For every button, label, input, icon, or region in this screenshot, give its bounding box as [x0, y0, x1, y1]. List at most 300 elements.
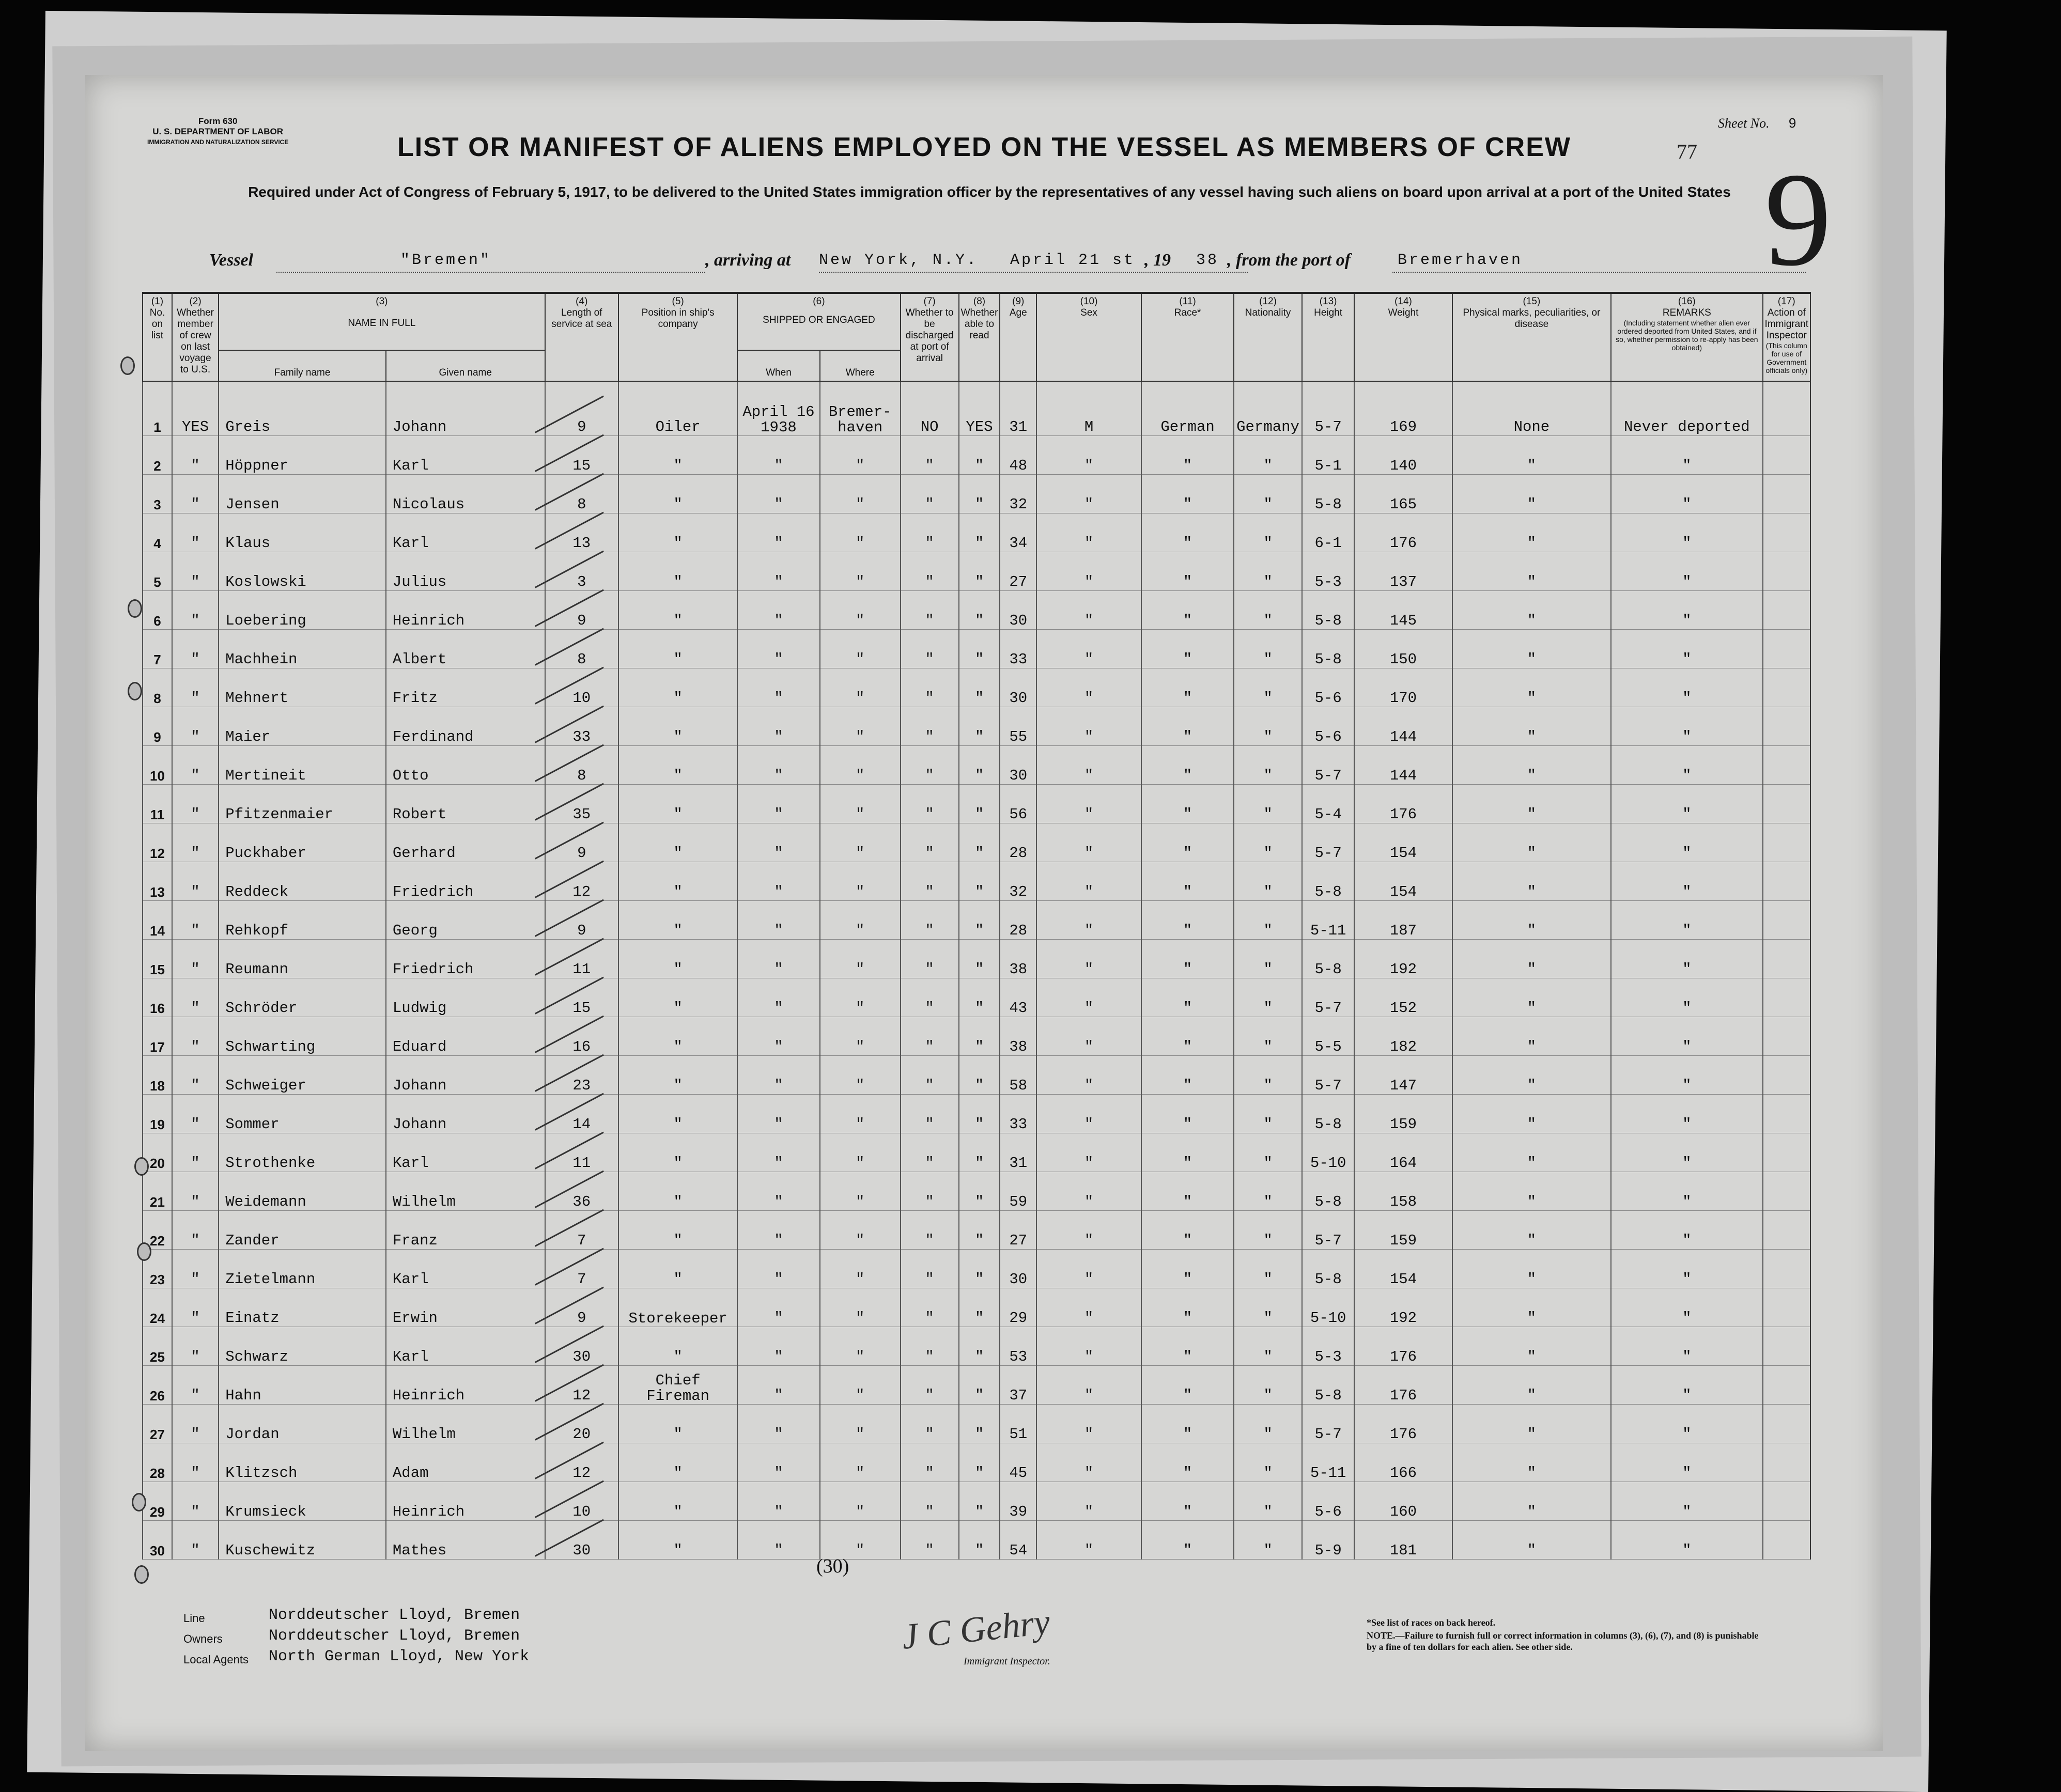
physical-marks-cell: " — [1452, 1133, 1611, 1172]
col-header-sex: (10) Sex — [1036, 293, 1141, 381]
position-cell: " — [618, 978, 737, 1017]
family-name-cell: Einatz — [219, 1288, 386, 1327]
able-to-read-cell: " — [959, 1405, 1000, 1443]
table-row — [143, 1288, 1810, 1327]
sex-cell: " — [1036, 1133, 1141, 1172]
nationality-cell: " — [1234, 1521, 1302, 1560]
row-number-cell: 19 — [143, 1095, 172, 1133]
sex-cell: " — [1036, 1482, 1141, 1521]
position-cell: Oiler — [618, 381, 737, 436]
remarks-cell: " — [1611, 901, 1762, 940]
physical-marks-cell: " — [1452, 862, 1611, 901]
service-years-cell: 12 — [545, 1366, 619, 1405]
last-voyage-cell: " — [172, 552, 219, 591]
row-number-cell: 13 — [143, 862, 172, 901]
able-to-read-cell: " — [959, 436, 1000, 475]
able-to-read-cell: " — [959, 1211, 1000, 1250]
service-years-cell: 9 — [545, 901, 619, 940]
able-to-read-cell: " — [959, 591, 1000, 630]
height-cell: 5-8 — [1302, 591, 1354, 630]
age-cell: 32 — [1000, 862, 1036, 901]
shipped-when-cell: " — [737, 940, 820, 978]
able-to-read-cell: " — [959, 1521, 1000, 1560]
row-number-cell: 11 — [143, 785, 172, 823]
to-be-discharged-cell: " — [901, 1443, 959, 1482]
race-cell: " — [1141, 1095, 1234, 1133]
last-voyage-cell: " — [172, 436, 219, 475]
able-to-read-cell: " — [959, 978, 1000, 1017]
shipped-when-cell: " — [737, 513, 820, 552]
height-cell: 5-11 — [1302, 1443, 1354, 1482]
nationality-cell: " — [1234, 978, 1302, 1017]
remarks-cell: " — [1611, 1482, 1762, 1521]
sex-cell: " — [1036, 436, 1141, 475]
age-cell: 38 — [1000, 1017, 1036, 1056]
family-name-cell: Mehnert — [219, 668, 386, 707]
shipped-when-cell: " — [737, 1211, 820, 1250]
last-voyage-cell: " — [172, 978, 219, 1017]
weight-cell: 170 — [1354, 668, 1452, 707]
family-name-cell: Schwarz — [219, 1327, 386, 1366]
service-years-cell: 15 — [545, 436, 619, 475]
inspector-action-cell — [1763, 785, 1810, 823]
family-name-cell: Höppner — [219, 436, 386, 475]
service-years-cell: 9 — [545, 381, 619, 436]
remarks-cell: " — [1611, 1366, 1762, 1405]
inspector-action-cell — [1763, 1521, 1810, 1560]
given-name-cell: Robert — [386, 785, 545, 823]
inspector-action-cell — [1763, 381, 1810, 436]
table-row — [143, 940, 1810, 978]
family-name-cell: Sommer — [219, 1095, 386, 1133]
table-row — [143, 746, 1810, 785]
to-be-discharged-cell: " — [901, 630, 959, 668]
arrival-port: New York, N.Y. — [819, 252, 979, 269]
shipped-when-cell: " — [737, 1521, 820, 1560]
weight-cell: 192 — [1354, 1288, 1452, 1327]
remarks-cell: Never deported — [1611, 381, 1762, 436]
shipped-when-cell: " — [737, 1405, 820, 1443]
shipped-where-cell: " — [820, 940, 901, 978]
position-cell: " — [618, 862, 737, 901]
weight-cell: 187 — [1354, 901, 1452, 940]
position-cell: " — [618, 1211, 737, 1250]
col-header-action: (17) Action of Immigrant Inspector (This column for use of Government officials only) — [1763, 293, 1810, 381]
physical-marks-cell: " — [1452, 1017, 1611, 1056]
sex-cell: " — [1036, 1250, 1141, 1288]
remarks-cell: " — [1611, 1443, 1762, 1482]
age-cell: 33 — [1000, 630, 1036, 668]
physical-marks-cell: " — [1452, 1521, 1611, 1560]
remarks-cell: " — [1611, 1521, 1762, 1560]
nationality-cell: " — [1234, 630, 1302, 668]
shipped-where-cell: " — [820, 707, 901, 746]
last-voyage-cell: " — [172, 785, 219, 823]
row-number-cell: 4 — [143, 513, 172, 552]
position-cell: " — [618, 746, 737, 785]
to-be-discharged-cell: " — [901, 668, 959, 707]
race-cell: " — [1141, 436, 1234, 475]
sex-cell: " — [1036, 1056, 1141, 1095]
row-number-cell: 25 — [143, 1327, 172, 1366]
service-years-cell: 30 — [545, 1327, 619, 1366]
weight-cell: 154 — [1354, 1250, 1452, 1288]
able-to-read-cell: " — [959, 630, 1000, 668]
race-cell: " — [1141, 630, 1234, 668]
position-cell: " — [618, 1443, 737, 1482]
table-row — [143, 901, 1810, 940]
nationality-cell: " — [1234, 823, 1302, 862]
binder-hole — [132, 1493, 146, 1511]
shipped-where-cell: " — [820, 1056, 901, 1095]
inspector-action-cell — [1763, 1211, 1810, 1250]
race-cell: " — [1141, 746, 1234, 785]
to-be-discharged-cell: " — [901, 862, 959, 901]
physical-marks-cell: " — [1452, 1443, 1611, 1482]
remarks-cell: " — [1611, 707, 1762, 746]
given-name-cell: Otto — [386, 746, 545, 785]
service-years-cell: 20 — [545, 1405, 619, 1443]
race-cell: " — [1141, 862, 1234, 901]
inspector-action-cell — [1763, 940, 1810, 978]
service-years-cell: 9 — [545, 1288, 619, 1327]
sex-cell: " — [1036, 668, 1141, 707]
nationality-cell: " — [1234, 940, 1302, 978]
shipped-where-cell: " — [820, 513, 901, 552]
nationality-cell: " — [1234, 1405, 1302, 1443]
remarks-cell: " — [1611, 862, 1762, 901]
physical-marks-cell: " — [1452, 1288, 1611, 1327]
shipped-where-cell: " — [820, 1288, 901, 1327]
given-name-cell: Mathes — [386, 1521, 545, 1560]
position-cell: " — [618, 1327, 737, 1366]
height-cell: 5-8 — [1302, 1172, 1354, 1211]
physical-marks-cell: " — [1452, 1482, 1611, 1521]
nationality-cell: " — [1234, 1250, 1302, 1288]
family-name-cell: Weidemann — [219, 1172, 386, 1211]
remarks-cell: " — [1611, 513, 1762, 552]
service-years-cell: 23 — [545, 1056, 619, 1095]
able-to-read-cell: " — [959, 1288, 1000, 1327]
row-number-cell: 12 — [143, 823, 172, 862]
remarks-cell: " — [1611, 823, 1762, 862]
position-cell: " — [618, 707, 737, 746]
position-cell: " — [618, 1521, 737, 1560]
weight-cell: 176 — [1354, 785, 1452, 823]
to-be-discharged-cell: " — [901, 1095, 959, 1133]
remarks-cell: " — [1611, 785, 1762, 823]
remarks-cell: " — [1611, 552, 1762, 591]
age-cell: 38 — [1000, 940, 1036, 978]
inspector-action-cell — [1763, 1250, 1810, 1288]
race-cell: " — [1141, 1056, 1234, 1095]
nationality-cell: " — [1234, 1017, 1302, 1056]
height-cell: 5-7 — [1302, 381, 1354, 436]
race-cell: " — [1141, 1366, 1234, 1405]
given-name-cell: Johann — [386, 1095, 545, 1133]
sex-cell: " — [1036, 1327, 1141, 1366]
able-to-read-cell: " — [959, 668, 1000, 707]
sex-cell: " — [1036, 1366, 1141, 1405]
to-be-discharged-cell: " — [901, 591, 959, 630]
given-name-cell: Georg — [386, 901, 545, 940]
inspector-signature: J C Gehry — [900, 1602, 1052, 1657]
remarks-cell: " — [1611, 940, 1762, 978]
race-cell: " — [1141, 552, 1234, 591]
position-cell: " — [618, 668, 737, 707]
shipped-where-cell: " — [820, 1482, 901, 1521]
service-years-cell: 7 — [545, 1211, 619, 1250]
last-voyage-cell: " — [172, 1211, 219, 1250]
age-cell: 55 — [1000, 707, 1036, 746]
age-cell: 30 — [1000, 668, 1036, 707]
position-cell: " — [618, 1250, 737, 1288]
vessel-name: "Bremen" — [400, 252, 492, 269]
race-cell: " — [1141, 940, 1234, 978]
sex-cell: M — [1036, 381, 1141, 436]
service-years-cell: 8 — [545, 475, 619, 513]
remarks-cell: " — [1611, 1172, 1762, 1211]
given-name-cell: Karl — [386, 513, 545, 552]
shipped-where-cell: " — [820, 591, 901, 630]
race-cell: " — [1141, 475, 1234, 513]
table-row — [143, 1482, 1810, 1521]
remarks-cell: " — [1611, 1405, 1762, 1443]
last-voyage-cell: " — [172, 1366, 219, 1405]
family-name-cell: Reddeck — [219, 862, 386, 901]
height-cell: 5-8 — [1302, 940, 1354, 978]
shipped-when-cell: " — [737, 901, 820, 940]
remarks-cell: " — [1611, 475, 1762, 513]
able-to-read-cell: " — [959, 552, 1000, 591]
weight-cell: 159 — [1354, 1211, 1452, 1250]
age-cell: 54 — [1000, 1521, 1036, 1560]
shipped-where-cell: " — [820, 1366, 901, 1405]
last-voyage-cell: " — [172, 591, 219, 630]
service-years-cell: 8 — [545, 630, 619, 668]
able-to-read-cell: " — [959, 862, 1000, 901]
height-cell: 5-10 — [1302, 1288, 1354, 1327]
line-value: Norddeutscher Lloyd, Bremen — [269, 1607, 520, 1624]
last-voyage-cell: " — [172, 1405, 219, 1443]
sex-cell: " — [1036, 1405, 1141, 1443]
family-name-cell: Loebering — [219, 591, 386, 630]
weight-cell: 165 — [1354, 475, 1452, 513]
service-years-cell: 12 — [545, 862, 619, 901]
position-cell: " — [618, 475, 737, 513]
inspector-action-cell — [1763, 1017, 1810, 1056]
remarks-cell: " — [1611, 1017, 1762, 1056]
weight-cell: 159 — [1354, 1095, 1452, 1133]
inspector-action-cell — [1763, 707, 1810, 746]
inspector-action-cell — [1763, 630, 1810, 668]
remarks-cell: " — [1611, 1056, 1762, 1095]
to-be-discharged-cell: " — [901, 475, 959, 513]
able-to-read-cell: " — [959, 1172, 1000, 1211]
shipped-where-cell: " — [820, 436, 901, 475]
last-voyage-cell: " — [172, 823, 219, 862]
age-cell: 30 — [1000, 1250, 1036, 1288]
row-number-cell: 16 — [143, 978, 172, 1017]
remarks-cell: " — [1611, 1095, 1762, 1133]
given-name-cell: Karl — [386, 1250, 545, 1288]
shipped-when-cell: " — [737, 707, 820, 746]
shipped-where-cell: " — [820, 1095, 901, 1133]
given-name-cell: Ferdinand — [386, 707, 545, 746]
inspector-action-cell — [1763, 1366, 1810, 1405]
able-to-read-cell: " — [959, 746, 1000, 785]
sheet-label: Sheet No. — [1718, 116, 1770, 131]
to-be-discharged-cell: " — [901, 552, 959, 591]
weight-cell: 150 — [1354, 630, 1452, 668]
last-voyage-cell: " — [172, 901, 219, 940]
remarks-cell: " — [1611, 591, 1762, 630]
given-name-cell: Heinrich — [386, 1366, 545, 1405]
department-name: U. S. DEPARTMENT OF LABOR — [152, 127, 284, 136]
year-suffix: 38 — [1196, 252, 1219, 269]
height-cell: 5-3 — [1302, 552, 1354, 591]
given-name-cell: Johann — [386, 381, 545, 436]
family-name-cell: Rehkopf — [219, 901, 386, 940]
fine-note: NOTE.—Failure to furnish full or correct information in columns (3), (6), (7), and (8) is punishable by a fine of ten dollars for each alien. See other side. — [1367, 1630, 1759, 1652]
sheet-number — [1718, 115, 1796, 131]
family-name-cell: Zietelmann — [219, 1250, 386, 1288]
physical-marks-cell: " — [1452, 940, 1611, 978]
nationality-cell: " — [1234, 436, 1302, 475]
col-header-last-voyage: (2) Whether member of crew on last voyage to U.S. — [172, 293, 219, 381]
to-be-discharged-cell: " — [901, 1288, 959, 1327]
family-name-cell: Mertineit — [219, 746, 386, 785]
height-cell: 5-9 — [1302, 1521, 1354, 1560]
shipped-where-cell: " — [820, 1133, 901, 1172]
to-be-discharged-cell: " — [901, 1366, 959, 1405]
able-to-read-cell: " — [959, 1327, 1000, 1366]
able-to-read-cell: " — [959, 940, 1000, 978]
age-cell: 27 — [1000, 1211, 1036, 1250]
race-cell: " — [1141, 513, 1234, 552]
age-cell: 45 — [1000, 1443, 1036, 1482]
weight-cell: 160 — [1354, 1482, 1452, 1521]
race-cell: " — [1141, 1482, 1234, 1521]
position-cell: " — [618, 785, 737, 823]
shipped-when-cell: " — [737, 1366, 820, 1405]
race-cell: " — [1141, 823, 1234, 862]
position-cell: " — [618, 1172, 737, 1211]
nationality-cell: " — [1234, 1288, 1302, 1327]
physical-marks-cell: " — [1452, 1250, 1611, 1288]
weight-cell: 137 — [1354, 552, 1452, 591]
table-row — [143, 381, 1810, 436]
age-cell: 27 — [1000, 552, 1036, 591]
last-voyage-cell: " — [172, 1327, 219, 1366]
sex-cell: " — [1036, 746, 1141, 785]
row-number-cell: 1 — [143, 381, 172, 436]
last-voyage-cell: " — [172, 513, 219, 552]
able-to-read-cell: " — [959, 513, 1000, 552]
given-name-cell: Heinrich — [386, 591, 545, 630]
to-be-discharged-cell: " — [901, 1250, 959, 1288]
physical-marks-cell: " — [1452, 475, 1611, 513]
family-name-cell: Schweiger — [219, 1056, 386, 1095]
given-name-cell: Fritz — [386, 668, 545, 707]
family-name-cell: Koslowski — [219, 552, 386, 591]
given-name-cell: Julius — [386, 552, 545, 591]
family-name-cell: Jensen — [219, 475, 386, 513]
table-row — [143, 1211, 1810, 1250]
sex-cell: " — [1036, 1172, 1141, 1211]
table-row — [143, 630, 1810, 668]
able-to-read-cell: YES — [959, 381, 1000, 436]
sex-cell: " — [1036, 1211, 1141, 1250]
nationality-cell: " — [1234, 1172, 1302, 1211]
from-dotted-line — [1392, 271, 1806, 273]
crew-manifest-table — [142, 292, 1811, 1560]
from-port-label: , from the port of — [1227, 251, 1351, 270]
row-number-cell: 24 — [143, 1288, 172, 1327]
binder-hole — [134, 1157, 149, 1176]
nationality-cell: " — [1234, 1133, 1302, 1172]
total-count: (30) — [816, 1555, 849, 1577]
service-years-cell: 35 — [545, 785, 619, 823]
last-voyage-cell: " — [172, 862, 219, 901]
race-cell: " — [1141, 1443, 1234, 1482]
physical-marks-cell: None — [1452, 381, 1611, 436]
sex-cell: " — [1036, 475, 1141, 513]
to-be-discharged-cell: " — [901, 1056, 959, 1095]
family-name-cell: Zander — [219, 1211, 386, 1250]
weight-cell: 152 — [1354, 978, 1452, 1017]
family-name-cell: Kuschewitz — [219, 1521, 386, 1560]
age-cell: 53 — [1000, 1327, 1036, 1366]
to-be-discharged-cell: " — [901, 746, 959, 785]
nationality-cell: " — [1234, 475, 1302, 513]
row-number-cell: 29 — [143, 1482, 172, 1521]
nationality-cell: " — [1234, 746, 1302, 785]
weight-cell: 144 — [1354, 707, 1452, 746]
physical-marks-cell: " — [1452, 1056, 1611, 1095]
position-cell: " — [618, 552, 737, 591]
table-row — [143, 1056, 1810, 1095]
given-name-cell: Friedrich — [386, 940, 545, 978]
col-header-no: (1) No. on list — [143, 293, 172, 381]
row-number-cell: 5 — [143, 552, 172, 591]
table-row — [143, 823, 1810, 862]
arriving-label: , arriving at — [705, 251, 791, 270]
last-voyage-cell: " — [172, 707, 219, 746]
owners-value: Norddeutscher Lloyd, Bremen — [269, 1627, 520, 1645]
position-cell: Storekeeper — [618, 1288, 737, 1327]
inspector-action-cell — [1763, 746, 1810, 785]
remarks-cell: " — [1611, 436, 1762, 475]
service-years-cell: 14 — [545, 1095, 619, 1133]
height-cell: 5-4 — [1302, 785, 1354, 823]
weight-cell: 176 — [1354, 1327, 1452, 1366]
table-row — [143, 1443, 1810, 1482]
sex-cell: " — [1036, 823, 1141, 862]
inspector-action-cell — [1763, 436, 1810, 475]
document-subtitle: Required under Act of Congress of February 5, 1917, to be delivered to the United States immigration officer by the representatives of any vessel having such aliens on board upon arrival at a port of the United States — [248, 184, 1731, 200]
table-row — [143, 1172, 1810, 1211]
position-cell: " — [618, 823, 737, 862]
last-voyage-cell: " — [172, 940, 219, 978]
race-cell: " — [1141, 1250, 1234, 1288]
position-cell: " — [618, 630, 737, 668]
able-to-read-cell: " — [959, 475, 1000, 513]
shipped-when-cell: " — [737, 1056, 820, 1095]
family-name-cell: Klitzsch — [219, 1443, 386, 1482]
physical-marks-cell: " — [1452, 1327, 1611, 1366]
agents-label: Local Agents — [183, 1653, 249, 1666]
